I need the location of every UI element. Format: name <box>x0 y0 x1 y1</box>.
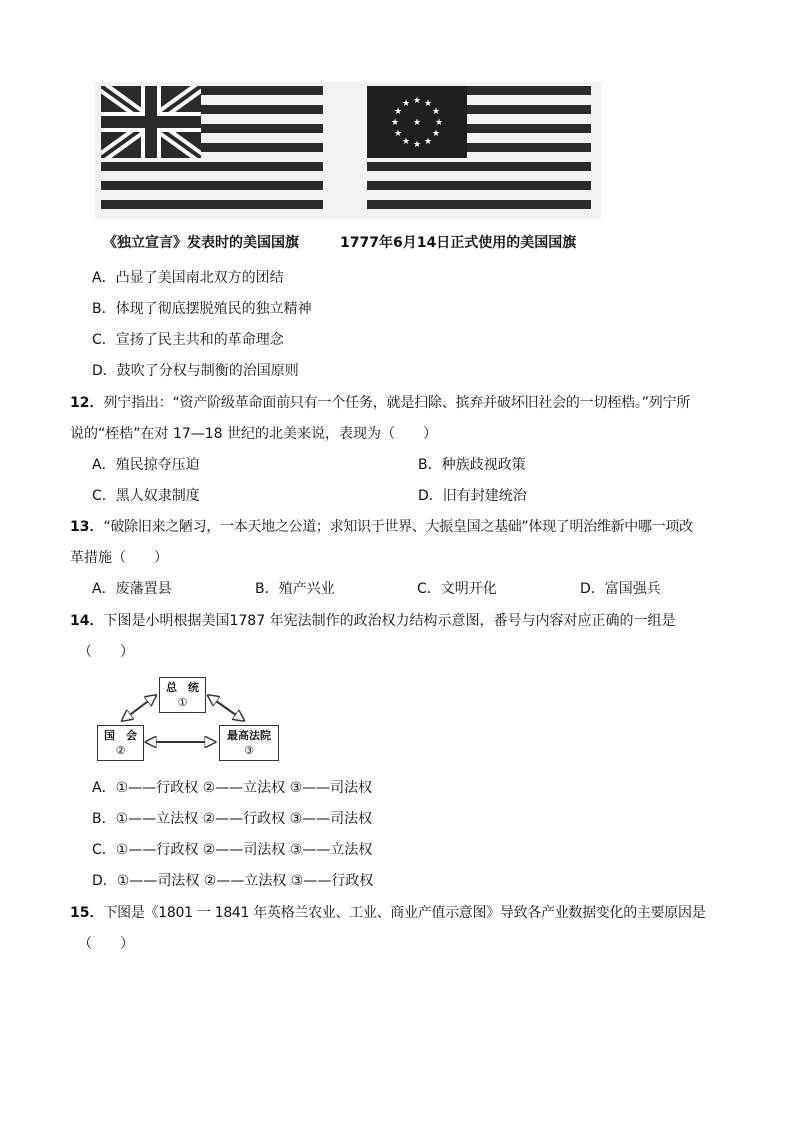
q14-option-d: D．①——司法权 ②——立法权 ③——行政权 <box>92 873 374 889</box>
svg-text:★: ★ <box>401 137 411 147</box>
q12-number: 12． <box>70 395 104 411</box>
diagram-arrows <box>95 674 285 770</box>
q14-option-c: C．①——行政权 ②——司法权 ③——立法权 <box>92 842 373 858</box>
q15-text-line1: 下图是《1801 一 1841 年英格兰农业、工业、商业产值示意图》导致各产业数据变化的主要原因是 <box>103 905 706 921</box>
q12-option-b: B．种族歧视政策 <box>418 457 526 473</box>
q15-number: 15． <box>70 905 104 921</box>
q13-stem-line2: 革措施（ ） <box>70 550 168 566</box>
svg-text:★: ★ <box>423 137 433 147</box>
q15-stem-line2: （ ） <box>78 936 134 952</box>
svg-text:★: ★ <box>412 118 422 128</box>
q12-stem-line1 <box>70 393 690 413</box>
q14-number: 14． <box>70 613 104 629</box>
svg-text:★: ★ <box>431 107 441 117</box>
svg-text:★: ★ <box>393 129 403 139</box>
q11-option-d: D．鼓吹了分权与制衡的治国原则 <box>92 363 299 379</box>
arrow-president-court <box>209 696 243 720</box>
svg-text:★: ★ <box>412 140 422 150</box>
q12-text-line1: 列宁指出：“资产阶级革命面前只有一个任务，就是扫除、摈弃并破坏旧社会的一切桎梏。”列宁所 <box>103 395 691 411</box>
q13-text-line1: “破除旧来之陋习，一本天地之公道；求知识于世界、大振皇国之基础”体现了明治维新中哪一项改 <box>103 519 693 535</box>
svg-text:★: ★ <box>393 107 403 117</box>
q13-option-c: C．文明开化 <box>417 581 497 597</box>
court-label: 最高法院 <box>227 729 271 742</box>
power-structure-diagram <box>95 674 285 770</box>
court-number: ③ <box>244 744 254 757</box>
q14-stem-line2: （ ） <box>78 644 134 660</box>
flag-caption-left: 《独立宣言》发表时的美国国旗 <box>103 235 299 251</box>
congress-label: 国 会 <box>104 729 137 742</box>
q14-text-line1: 下图是小明根据美国1787 年宪法制作的政治权力结构示意图，番号与内容对应正确的一组是 <box>103 613 676 629</box>
svg-text:★: ★ <box>423 99 433 109</box>
q14-option-b: B．①——立法权 ②——行政权 ③——司法权 <box>92 811 373 827</box>
stars-and-stripes-flag <box>367 86 591 215</box>
flag-caption-right: 1777年6月14日正式使用的美国国旗 <box>340 235 577 251</box>
q13-option-b: B．殖产兴业 <box>255 581 335 597</box>
q12-option-a: A．殖民掠夺压迫 <box>92 457 200 473</box>
q14-option-a: A．①——行政权 ②——立法权 ③——司法权 <box>92 780 373 796</box>
svg-text:★: ★ <box>434 118 444 128</box>
q11-option-a: A．凸显了美国南北双方的团结 <box>92 270 284 286</box>
q11-option-c: C．宣扬了民主共和的革命理念 <box>92 332 284 348</box>
president-number: ① <box>177 696 188 709</box>
q14-stem-line1 <box>70 611 676 631</box>
arrow-president-congress <box>123 696 155 720</box>
q13-number: 13． <box>70 519 104 535</box>
svg-text:★: ★ <box>431 129 441 139</box>
grand-union-flag <box>101 86 323 215</box>
svg-text:★: ★ <box>390 118 400 128</box>
congress-number: ② <box>115 744 126 757</box>
svg-text:★: ★ <box>412 96 422 106</box>
union-jack-canton <box>101 86 201 158</box>
flags-image <box>95 82 601 219</box>
q15-stem-line1 <box>70 903 705 923</box>
svg-text:★: ★ <box>401 99 411 109</box>
star-circle-canton <box>367 86 467 158</box>
q12-option-c: C．黑人奴隶制度 <box>92 488 200 504</box>
q12-stem-line2: 说的“桎梏”在对 17—18 世纪的北美来说，表现为（ ） <box>70 426 438 442</box>
president-label: 总 统 <box>166 681 199 694</box>
q13-option-d: D．富国强兵 <box>580 581 661 597</box>
q13-stem-line1 <box>70 517 693 537</box>
q12-option-d: D．旧有封建统治 <box>418 488 527 504</box>
q11-option-b: B．体现了彻底摆脱殖民的独立精神 <box>92 301 312 317</box>
q13-option-a: A．废藩置县 <box>92 581 172 597</box>
